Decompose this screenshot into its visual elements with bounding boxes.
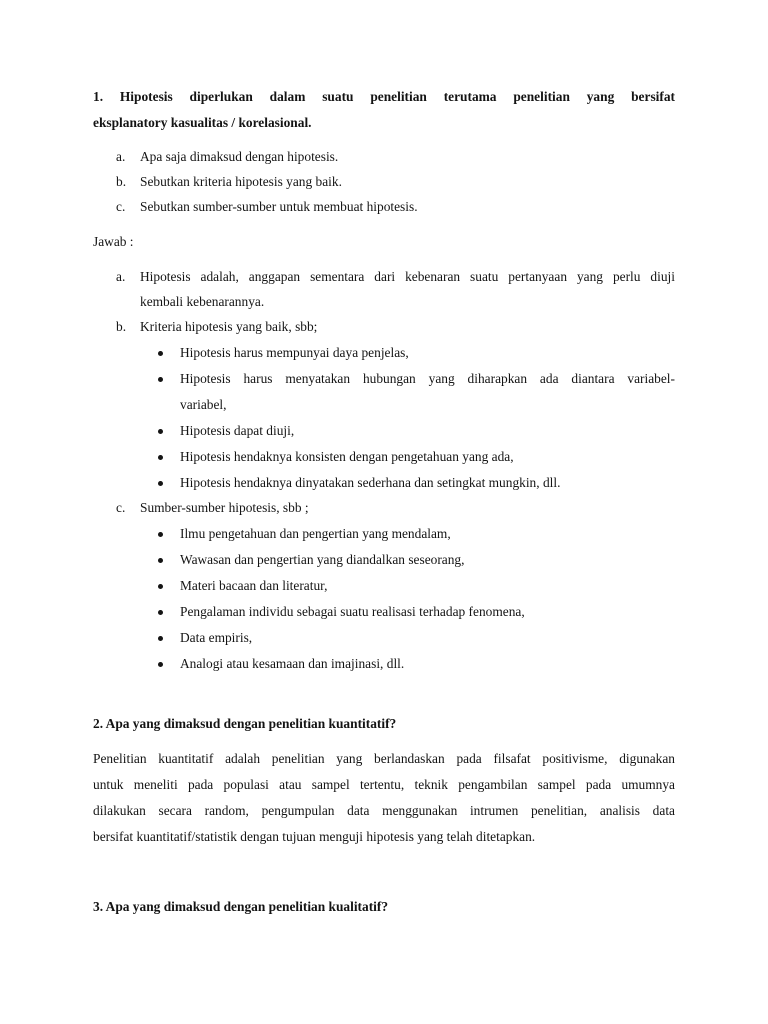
question-1b-text: Sebutkan kriteria hipotesis yang baik. <box>140 174 342 189</box>
answer-b-bullet-3: Hipotesis dapat diuji, <box>180 423 295 438</box>
question-2-paragraph-line-4: bersifat kuantitatif/statistik dengan tujuan menguji hipotesis yang telah ditetapkan. <box>93 829 536 844</box>
answer-label: Jawab : <box>93 234 134 249</box>
question-1-title-line-2: eksplanatory kasualitas / korelasional. <box>93 115 312 130</box>
bullet-icon <box>158 377 163 382</box>
answer-b-bullet-4: Hipotesis hendaknya konsisten dengan pengetahuan yang ada, <box>180 449 514 464</box>
answer-a-line-2: kembali kebenarannya. <box>140 294 265 309</box>
answer-c-text: Sumber-sumber hipotesis, sbb ; <box>140 500 309 515</box>
question-2-paragraph-line-1: Penelitian kuantitatif adalah penelitian yang berlandaskan pada filsafat positivisme, digunakan <box>93 751 675 766</box>
answer-c-bullet-6: Analogi atau kesamaan dan imajinasi, dll. <box>180 656 405 671</box>
question-2-title: 2. Apa yang dimaksud dengan penelitian kuantitatif? <box>93 716 397 731</box>
answer-c-bullet-3: Materi bacaan dan literatur, <box>180 578 328 593</box>
question-1-title-line-1: 1. Hipotesis diperlukan dalam suatu penelitian terutama penelitian yang bersifat <box>93 89 675 104</box>
answer-b-bullet-2-cont: variabel, <box>180 397 227 412</box>
answer-c-bullet-4: Pengalaman individu sebagai suatu realisasi terhadap fenomena, <box>180 604 525 619</box>
bullet-icon <box>158 610 163 615</box>
answer-b-bullet-1: Hipotesis harus mempunyai daya penjelas, <box>180 345 409 360</box>
question-1a-text: Apa saja dimaksud dengan hipotesis. <box>140 149 339 164</box>
question-3-title: 3. Apa yang dimaksud dengan penelitian kualitatif? <box>93 899 389 914</box>
bullet-icon <box>158 558 163 563</box>
question-2-paragraph-line-2: untuk meneliti pada populasi atau sampel tertentu, teknik pengambilan sampel pada umumnya <box>93 777 675 792</box>
bullet-icon <box>158 532 163 537</box>
question-2-paragraph-line-3: dilakukan secara random, pengumpulan data menggunakan intrumen penelitian, analisis data <box>93 803 675 818</box>
answer-a-marker: a. <box>116 269 126 284</box>
answer-c-bullet-5: Data empiris, <box>180 630 253 645</box>
bullet-icon <box>158 584 163 589</box>
question-1b-marker: b. <box>116 174 127 189</box>
bullet-icon <box>158 662 163 667</box>
answer-a-line-1: Hipotesis adalah, anggapan sementara dari kebenaran suatu pertanyaan yang perlu diuji <box>140 269 675 284</box>
bullet-icon <box>158 636 163 641</box>
answer-b-bullet-2: Hipotesis harus menyatakan hubungan yang diharapkan ada diantara variabel- <box>180 371 675 386</box>
answer-b-marker: b. <box>116 319 127 334</box>
question-1a-marker: a. <box>116 149 126 164</box>
answer-b-text: Kriteria hipotesis yang baik, sbb; <box>140 319 318 334</box>
question-1c-text: Sebutkan sumber-sumber untuk membuat hipotesis. <box>140 199 418 214</box>
bullet-icon <box>158 481 163 486</box>
answer-c-marker: c. <box>116 500 126 515</box>
question-1c-marker: c. <box>116 199 126 214</box>
bullet-icon <box>158 455 163 460</box>
answer-b-bullet-5: Hipotesis hendaknya dinyatakan sederhana dan setingkat mungkin, dll. <box>180 475 561 490</box>
bullet-icon <box>158 351 163 356</box>
answer-c-bullet-2: Wawasan dan pengertian yang diandalkan seseorang, <box>180 552 465 567</box>
answer-c-bullet-1: Ilmu pengetahuan dan pengertian yang mendalam, <box>180 526 451 541</box>
bullet-icon <box>158 429 163 434</box>
